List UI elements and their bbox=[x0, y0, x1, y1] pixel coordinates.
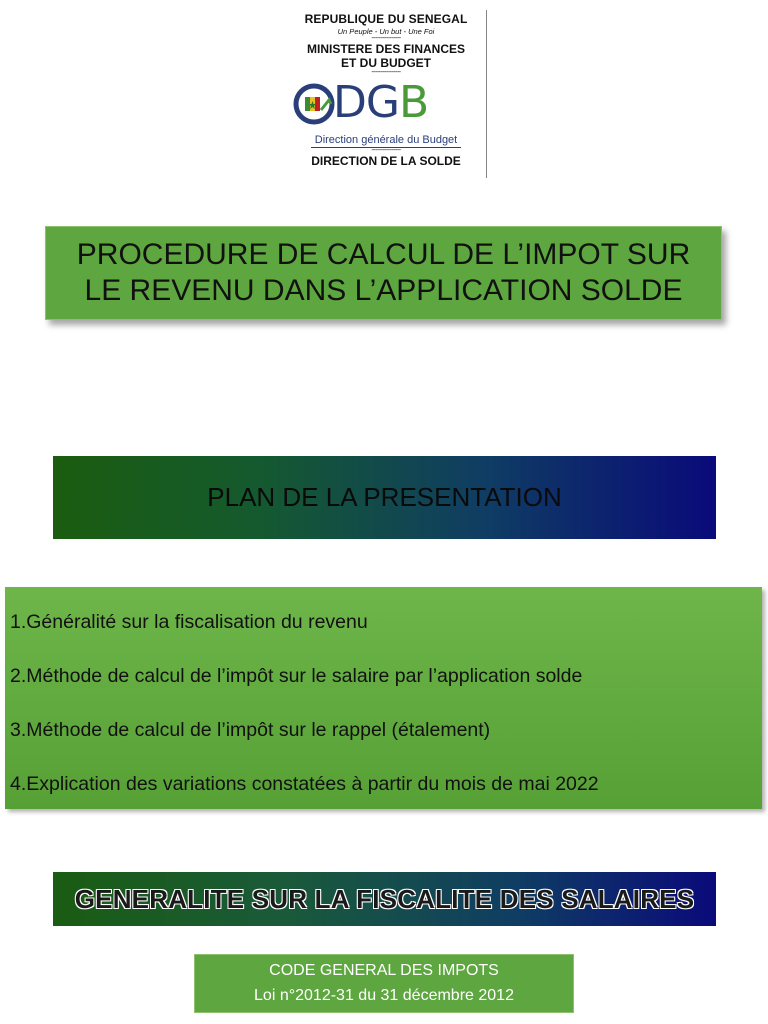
list-item: 1.Généralité sur la fiscalisation du revenu bbox=[10, 611, 368, 633]
title-line-2: LE REVENU DANS L’APPLICATION SOLDE bbox=[84, 274, 683, 307]
separator-2: ---------------- bbox=[371, 69, 401, 76]
national-motto: Un Peuple - Un but - Une Foi bbox=[337, 27, 435, 36]
code-line-2: Loi n°2012-31 du 31 décembre 2012 bbox=[254, 987, 514, 1004]
section-heading: GENERALITE SUR LA FISCALITE DES SALAIRES bbox=[74, 883, 695, 914]
logo-b: B bbox=[398, 77, 429, 128]
dgb-wordmark bbox=[333, 78, 428, 128]
dgb-emblem-icon bbox=[291, 80, 337, 126]
list-item: 4.Explication des variations constatées à partir du mois de mai 2022 bbox=[10, 773, 599, 795]
dgb-logo bbox=[283, 78, 489, 130]
plan-heading-banner bbox=[53, 456, 716, 539]
ministry-line-2: ET DU BUDGET bbox=[341, 56, 431, 70]
document-title bbox=[45, 226, 722, 320]
plan-heading: PLAN DE LA PRESENTATION bbox=[207, 482, 562, 512]
code-reference-box bbox=[194, 954, 574, 1013]
logo-dg: DG bbox=[333, 77, 399, 128]
code-line-1: CODE GENERAL DES IMPOTS bbox=[269, 962, 499, 979]
direction-label: DIRECTION DE LA SOLDE bbox=[311, 154, 461, 168]
title-line-1: PROCEDURE DE CALCUL DE L’IMPOT SUR bbox=[76, 238, 691, 271]
logo-subtitle: Direction générale du Budget bbox=[311, 134, 461, 148]
list-item: 3.Méthode de calcul de l’impôt sur le rappel (étalement) bbox=[10, 719, 491, 741]
section-heading-banner bbox=[53, 872, 716, 926]
list-item: 2.Méthode de calcul de l’impôt sur le salaire par l’application solde bbox=[10, 665, 583, 687]
ministry-line-1: MINISTERE DES FINANCES bbox=[306, 42, 465, 56]
republic-label: REPUBLIQUE DU SENEGAL bbox=[304, 12, 468, 26]
plan-list bbox=[5, 587, 762, 809]
separator-3: ---------------- bbox=[371, 147, 401, 154]
separator-1: ---------------- bbox=[371, 35, 401, 42]
ministry-header bbox=[283, 8, 489, 178]
